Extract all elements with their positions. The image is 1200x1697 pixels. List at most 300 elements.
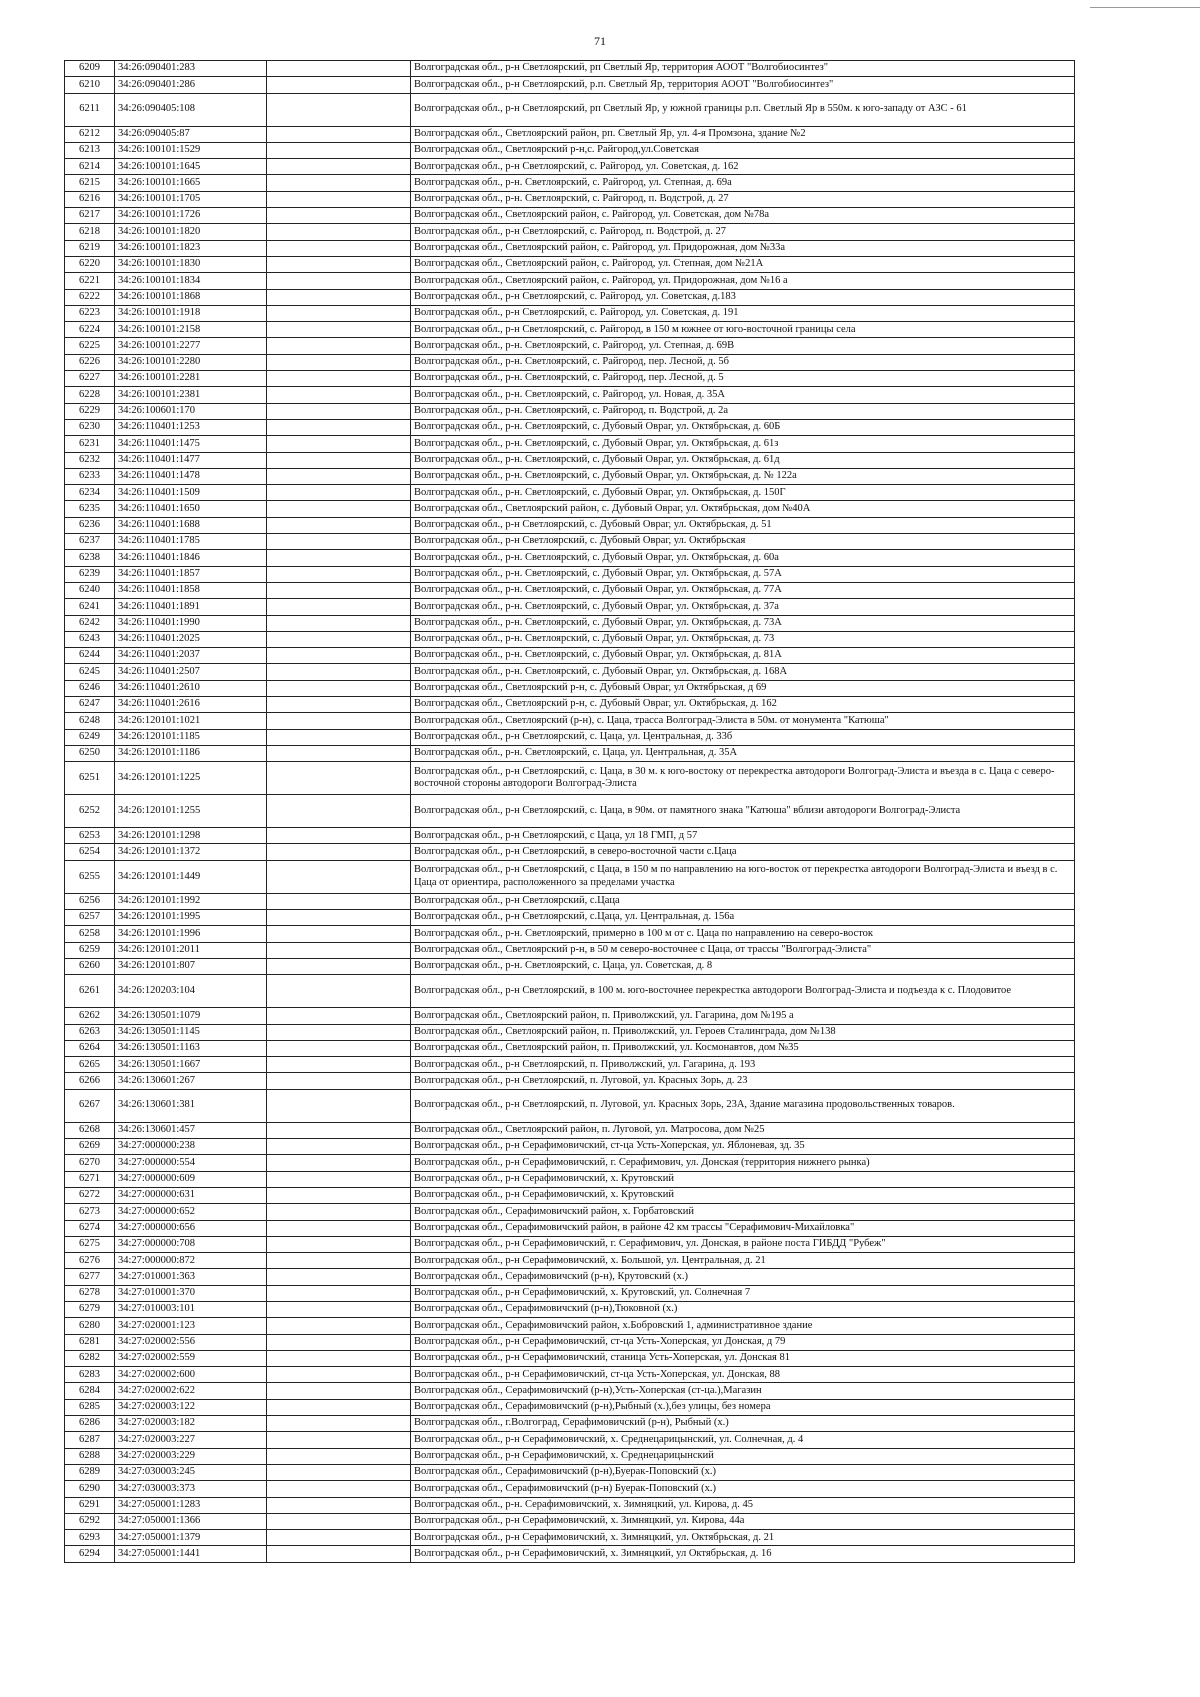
table-row <box>65 452 1075 468</box>
table-row <box>65 975 1075 1008</box>
table-row <box>65 1089 1075 1122</box>
cadastral-number-cell: 34:26:120101:1186 <box>115 745 267 761</box>
empty-cell <box>267 322 411 338</box>
cadastral-number-cell: 34:27:010001:370 <box>115 1285 267 1301</box>
address-cell: Волгоградская обл., р-н. Светлоярский, примерно в 100 м от с. Цаца по направлению на северо-восток <box>411 926 1075 942</box>
address-cell: Волгоградская обл., р-н Серафимовичский, х. Крутовский, ул. Солнечная 7 <box>411 1285 1075 1301</box>
cadastral-number-cell: 34:26:100101:2280 <box>115 354 267 370</box>
row-number-cell: 6212 <box>65 126 115 142</box>
cadastral-number-cell: 34:26:100601:170 <box>115 403 267 419</box>
cadastral-number-cell: 34:26:110401:1688 <box>115 517 267 533</box>
table-row <box>65 224 1075 240</box>
cadastral-number-cell: 34:27:010003:101 <box>115 1302 267 1318</box>
cadastral-number-cell: 34:27:010001:363 <box>115 1269 267 1285</box>
cadastral-number-cell: 34:27:050001:1366 <box>115 1513 267 1529</box>
empty-cell <box>267 436 411 452</box>
address-cell: Волгоградская обл., Светлоярский район, с. Райгород, ул. Придорожная, дом №33а <box>411 240 1075 256</box>
address-cell: Волгоградская обл., р-н. Светлоярский, с. Райгород, ул. Степная, д. 69В <box>411 338 1075 354</box>
empty-cell <box>267 61 411 77</box>
cadastral-number-cell: 34:27:020002:622 <box>115 1383 267 1399</box>
cadastral-number-cell: 34:27:000000:872 <box>115 1253 267 1269</box>
empty-cell <box>267 1530 411 1546</box>
row-number-cell: 6260 <box>65 958 115 974</box>
empty-cell <box>267 142 411 158</box>
cadastral-number-cell: 34:26:110401:2507 <box>115 664 267 680</box>
empty-cell <box>267 1024 411 1040</box>
row-number-cell: 6235 <box>65 501 115 517</box>
address-cell: Волгоградская обл., р-н Серафимовичский, ст-ца Усть-Хоперская, ул Донская, д 79 <box>411 1334 1075 1350</box>
address-cell: Волгоградская обл., р-н Светлоярский, в северо-восточной части с.Цаца <box>411 844 1075 860</box>
cadastral-number-cell: 34:26:120101:1992 <box>115 893 267 909</box>
table-row <box>65 1220 1075 1236</box>
address-cell: Волгоградская обл., р-н Светлоярский, с.Цаца, ул. Центральная, д. 156а <box>411 910 1075 926</box>
empty-cell <box>267 615 411 631</box>
row-number-cell: 6218 <box>65 224 115 240</box>
empty-cell <box>267 126 411 142</box>
table-row <box>65 1448 1075 1464</box>
address-cell: Волгоградская обл., р-н Светлоярский, с. Райгород, ул. Советская, д. 162 <box>411 159 1075 175</box>
address-cell: Волгоградская обл., Серафимовичский район, х.Бобровский 1, административное здание <box>411 1318 1075 1334</box>
empty-cell <box>267 1204 411 1220</box>
table-row <box>65 828 1075 844</box>
empty-cell <box>267 1040 411 1056</box>
table-row <box>65 745 1075 761</box>
cadastral-number-cell: 34:26:120101:1995 <box>115 910 267 926</box>
address-cell: Волгоградская обл., р-н Серафимовичский, х. Зимняцкий, ул. Кирова, 44а <box>411 1513 1075 1529</box>
cadastral-number-cell: 34:27:000000:708 <box>115 1236 267 1252</box>
table-row <box>65 387 1075 403</box>
table-row <box>65 1334 1075 1350</box>
row-number-cell: 6229 <box>65 403 115 419</box>
row-number-cell: 6283 <box>65 1367 115 1383</box>
row-number-cell: 6251 <box>65 762 115 795</box>
empty-cell <box>267 975 411 1008</box>
cadastral-number-cell: 34:26:110401:1846 <box>115 550 267 566</box>
cadastral-number-cell: 34:26:120101:1021 <box>115 713 267 729</box>
table-row <box>65 354 1075 370</box>
address-cell: Волгоградская обл., р-н Светлоярский, рп Светлый Яр, у южной границы р.п. Светлый Яр в 550м. к юго-западу от АЗС - 61 <box>411 93 1075 126</box>
table-row <box>65 713 1075 729</box>
row-number-cell: 6217 <box>65 208 115 224</box>
row-number-cell: 6262 <box>65 1008 115 1024</box>
cadastral-number-cell: 34:27:020003:122 <box>115 1399 267 1415</box>
cadastral-number-cell: 34:26:130601:381 <box>115 1089 267 1122</box>
address-cell: Волгоградская обл., р-н. Светлоярский, с. Дубовый Овраг, ул. Октябрьская, д. 168А <box>411 664 1075 680</box>
empty-cell <box>267 1220 411 1236</box>
table-row <box>65 615 1075 631</box>
address-cell: Волгоградская обл., р-н Светлоярский, с.Цаца <box>411 893 1075 909</box>
cadastral-number-cell: 34:27:020002:600 <box>115 1367 267 1383</box>
row-number-cell: 6245 <box>65 664 115 680</box>
empty-cell <box>267 1399 411 1415</box>
table-row <box>65 1187 1075 1203</box>
cadastral-number-cell: 34:26:100101:1868 <box>115 289 267 305</box>
table-row <box>65 322 1075 338</box>
cadastral-number-cell: 34:27:030003:245 <box>115 1464 267 1480</box>
address-cell: Волгоградская обл., р-н. Светлоярский, с. Дубовый Овраг, ул. Октябрьская, д. 77А <box>411 582 1075 598</box>
address-cell: Волгоградская обл., Светлоярский район, с. Райгород, ул. Придорожная, дом №16 а <box>411 273 1075 289</box>
table-row <box>65 696 1075 712</box>
address-cell: Волгоградская обл., р-н Светлоярский, с. Цаца, ул. Центральная, д. 33б <box>411 729 1075 745</box>
table-row <box>65 1139 1075 1155</box>
cadastral-number-cell: 34:26:090405:108 <box>115 93 267 126</box>
row-number-cell: 6289 <box>65 1464 115 1480</box>
table-row <box>65 338 1075 354</box>
row-number-cell: 6224 <box>65 322 115 338</box>
row-number-cell: 6282 <box>65 1350 115 1366</box>
empty-cell <box>267 403 411 419</box>
address-cell: Волгоградская обл., р-н Светлоярский, с. Цаца, в 90м. от памятного знака "Катюша" вблизи автодороги Волгоград-Элиста <box>411 795 1075 828</box>
empty-cell <box>267 256 411 272</box>
row-number-cell: 6267 <box>65 1089 115 1122</box>
table-row <box>65 599 1075 615</box>
empty-cell <box>267 485 411 501</box>
empty-cell <box>267 1497 411 1513</box>
cadastral-number-cell: 34:27:050001:1441 <box>115 1546 267 1562</box>
cadastral-number-cell: 34:26:110401:1475 <box>115 436 267 452</box>
row-number-cell: 6233 <box>65 468 115 484</box>
row-number-cell: 6234 <box>65 485 115 501</box>
empty-cell <box>267 338 411 354</box>
empty-cell <box>267 1318 411 1334</box>
row-number-cell: 6250 <box>65 745 115 761</box>
empty-cell <box>267 1285 411 1301</box>
empty-cell <box>267 93 411 126</box>
address-cell: Волгоградская обл., р-н Светлоярский, п. Приволжский, ул. Гагарина, д. 193 <box>411 1057 1075 1073</box>
table-row <box>65 1399 1075 1415</box>
cadastral-number-cell: 34:26:100101:2281 <box>115 371 267 387</box>
row-number-cell: 6266 <box>65 1073 115 1089</box>
table-row <box>65 664 1075 680</box>
row-number-cell: 6230 <box>65 419 115 435</box>
address-cell: Волгоградская обл., р-н Серафимовичский, станица Усть-Хоперская, ул. Донская 81 <box>411 1350 1075 1366</box>
address-cell: Волгоградская обл., р-н Светлоярский, с. Райгород, п. Водстрой, д. 27 <box>411 224 1075 240</box>
cadastral-number-cell: 34:26:100101:1705 <box>115 191 267 207</box>
empty-cell <box>267 1350 411 1366</box>
address-cell: Волгоградская обл., Светлоярский район, с. Райгород, ул. Советская, дом №78а <box>411 208 1075 224</box>
empty-cell <box>267 273 411 289</box>
address-cell: Волгоградская обл., Светлоярский (р-н), с. Цаца, трасса Волгоград-Элиста в 50м. от монумента "Катюша" <box>411 713 1075 729</box>
empty-cell <box>267 240 411 256</box>
table-row <box>65 419 1075 435</box>
row-number-cell: 6238 <box>65 550 115 566</box>
empty-cell <box>267 1432 411 1448</box>
empty-cell <box>267 354 411 370</box>
row-number-cell: 6237 <box>65 534 115 550</box>
table-row <box>65 631 1075 647</box>
address-cell: Волгоградская обл., р-н. Светлоярский, с. Дубовый Овраг, ул. Октябрьская, д. 81А <box>411 648 1075 664</box>
address-cell: Волгоградская обл., р-н. Светлоярский, с. Райгород, п. Водстрой, д. 2а <box>411 403 1075 419</box>
empty-cell <box>267 844 411 860</box>
row-number-cell: 6214 <box>65 159 115 175</box>
table-row <box>65 582 1075 598</box>
empty-cell <box>267 1464 411 1480</box>
cadastral-number-cell: 34:27:050001:1379 <box>115 1530 267 1546</box>
empty-cell <box>267 419 411 435</box>
row-number-cell: 6221 <box>65 273 115 289</box>
empty-cell <box>267 566 411 582</box>
row-number-cell: 6236 <box>65 517 115 533</box>
cadastral-number-cell: 34:26:100101:1726 <box>115 208 267 224</box>
row-number-cell: 6257 <box>65 910 115 926</box>
address-cell: Волгоградская обл., Серафимовичский (р-н),Усть-Хоперская (ст-ца.),Магазин <box>411 1383 1075 1399</box>
row-number-cell: 6268 <box>65 1122 115 1138</box>
table-row <box>65 1171 1075 1187</box>
row-number-cell: 6227 <box>65 371 115 387</box>
row-number-cell: 6249 <box>65 729 115 745</box>
row-number-cell: 6258 <box>65 926 115 942</box>
table-row <box>65 958 1075 974</box>
row-number-cell: 6225 <box>65 338 115 354</box>
row-number-cell: 6273 <box>65 1204 115 1220</box>
cadastral-number-cell: 34:26:110401:1478 <box>115 468 267 484</box>
empty-cell <box>267 305 411 321</box>
table-row <box>65 403 1075 419</box>
row-number-cell: 6287 <box>65 1432 115 1448</box>
empty-cell <box>267 224 411 240</box>
cadastral-number-cell: 34:26:100101:2158 <box>115 322 267 338</box>
address-cell: Волгоградская обл., р-н. Светлоярский, с. Дубовый Овраг, ул. Октябрьская, д. 150Г <box>411 485 1075 501</box>
table-row <box>65 1383 1075 1399</box>
table-row <box>65 762 1075 795</box>
empty-cell <box>267 1057 411 1073</box>
address-cell: Волгоградская обл., Серафимовичский (р-н) Буерак-Поповский (х.) <box>411 1481 1075 1497</box>
row-number-cell: 6209 <box>65 61 115 77</box>
table-row <box>65 1269 1075 1285</box>
cadastral-number-cell: 34:26:110401:1891 <box>115 599 267 615</box>
address-cell: Волгоградская обл., р-н Светлоярский, в 100 м. юго-восточнее перекрестка автодороги Волгоград-Элиста и подъезда к с. Плодовитое <box>411 975 1075 1008</box>
cadastral-number-cell: 34:26:130501:1163 <box>115 1040 267 1056</box>
empty-cell <box>267 958 411 974</box>
registry-table-body <box>65 61 1075 1563</box>
empty-cell <box>267 893 411 909</box>
row-number-cell: 6264 <box>65 1040 115 1056</box>
table-row <box>65 1432 1075 1448</box>
row-number-cell: 6294 <box>65 1546 115 1562</box>
cadastral-number-cell: 34:27:000000:656 <box>115 1220 267 1236</box>
cadastral-number-cell: 34:27:000000:238 <box>115 1139 267 1155</box>
address-cell: Волгоградская обл., Серафимовичский район, х. Горбатовский <box>411 1204 1075 1220</box>
cadastral-number-cell: 34:26:090405:87 <box>115 126 267 142</box>
row-number-cell: 6285 <box>65 1399 115 1415</box>
cadastral-number-cell: 34:26:120101:1225 <box>115 762 267 795</box>
empty-cell <box>267 762 411 795</box>
row-number-cell: 6271 <box>65 1171 115 1187</box>
row-number-cell: 6220 <box>65 256 115 272</box>
empty-cell <box>267 1448 411 1464</box>
empty-cell <box>267 680 411 696</box>
row-number-cell: 6265 <box>65 1057 115 1073</box>
row-number-cell: 6288 <box>65 1448 115 1464</box>
table-row <box>65 1040 1075 1056</box>
address-cell: Волгоградская обл., р-н Светлоярский, с. Райгород, ул. Советская, д. 191 <box>411 305 1075 321</box>
address-cell: Волгоградская обл., р-н. Светлоярский, с. Дубовый Овраг, ул. Октябрьская, д. 60Б <box>411 419 1075 435</box>
empty-cell <box>267 599 411 615</box>
table-row <box>65 159 1075 175</box>
table-row <box>65 1073 1075 1089</box>
cadastral-number-cell: 34:26:120101:1185 <box>115 729 267 745</box>
empty-cell <box>267 534 411 550</box>
table-row <box>65 436 1075 452</box>
address-cell: Волгоградская обл., р-н Серафимовичский, г. Серафимович, ул. Донская (территория нижнего рынка) <box>411 1155 1075 1171</box>
empty-cell <box>267 696 411 712</box>
row-number-cell: 6269 <box>65 1139 115 1155</box>
empty-cell <box>267 371 411 387</box>
top-edge-line <box>1090 7 1200 8</box>
cadastral-number-cell: 34:26:110401:1650 <box>115 501 267 517</box>
empty-cell <box>267 1236 411 1252</box>
cadastral-number-cell: 34:26:100101:1823 <box>115 240 267 256</box>
row-number-cell: 6215 <box>65 175 115 191</box>
cadastral-number-cell: 34:26:120101:807 <box>115 958 267 974</box>
row-number-cell: 6231 <box>65 436 115 452</box>
table-row <box>65 485 1075 501</box>
table-row <box>65 1122 1075 1138</box>
empty-cell <box>267 648 411 664</box>
table-row <box>65 61 1075 77</box>
row-number-cell: 6223 <box>65 305 115 321</box>
empty-cell <box>267 550 411 566</box>
empty-cell <box>267 582 411 598</box>
row-number-cell: 6292 <box>65 1513 115 1529</box>
row-number-cell: 6286 <box>65 1416 115 1432</box>
cadastral-number-cell: 34:26:100101:2381 <box>115 387 267 403</box>
empty-cell <box>267 289 411 305</box>
row-number-cell: 6263 <box>65 1024 115 1040</box>
address-cell: Волгоградская обл., Светлоярский район, п. Приволжский, ул. Космонавтов, дом №35 <box>411 1040 1075 1056</box>
cadastral-number-cell: 34:26:110401:2616 <box>115 696 267 712</box>
table-row <box>65 126 1075 142</box>
address-cell: Волгоградская обл., р-н. Светлоярский, с. Дубовый Овраг, ул. Октябрьская, д. 57А <box>411 566 1075 582</box>
row-number-cell: 6248 <box>65 713 115 729</box>
address-cell: Волгоградская обл., р-н Серафимовичский, х. Зимняцкий, ул. Октябрьская, д. 21 <box>411 1530 1075 1546</box>
empty-cell <box>267 77 411 93</box>
empty-cell <box>267 387 411 403</box>
row-number-cell: 6278 <box>65 1285 115 1301</box>
table-row <box>65 208 1075 224</box>
row-number-cell: 6256 <box>65 893 115 909</box>
table-row <box>65 566 1075 582</box>
cadastral-number-cell: 34:26:090401:286 <box>115 77 267 93</box>
cadastral-number-cell: 34:27:020002:559 <box>115 1350 267 1366</box>
empty-cell <box>267 860 411 893</box>
address-cell: Волгоградская обл., Светлоярский район, с. Дубовый Овраг, ул. Октябрьская, дом №40А <box>411 501 1075 517</box>
cadastral-number-cell: 34:26:100101:1834 <box>115 273 267 289</box>
table-row <box>65 1057 1075 1073</box>
row-number-cell: 6246 <box>65 680 115 696</box>
cadastral-number-cell: 34:26:100101:1820 <box>115 224 267 240</box>
address-cell: Волгоградская обл., р-н Светлоярский, с Цаца, ул 18 ГМП, д 57 <box>411 828 1075 844</box>
cadastral-number-cell: 34:26:110401:2025 <box>115 631 267 647</box>
table-row <box>65 729 1075 745</box>
empty-cell <box>267 1139 411 1155</box>
empty-cell <box>267 191 411 207</box>
table-row <box>65 256 1075 272</box>
table-row <box>65 680 1075 696</box>
empty-cell <box>267 1334 411 1350</box>
cadastral-number-cell: 34:26:100101:1529 <box>115 142 267 158</box>
page-number: 71 <box>594 34 606 48</box>
cadastral-number-cell: 34:27:000000:631 <box>115 1187 267 1203</box>
address-cell: Волгоградская обл., р-н. Светлоярский, с. Дубовый Овраг, ул. Октябрьская, д. 37а <box>411 599 1075 615</box>
table-row <box>65 305 1075 321</box>
row-number-cell: 6259 <box>65 942 115 958</box>
row-number-cell: 6270 <box>65 1155 115 1171</box>
empty-cell <box>267 501 411 517</box>
table-row <box>65 926 1075 942</box>
table-row <box>65 240 1075 256</box>
table-row <box>65 1008 1075 1024</box>
table-row <box>65 844 1075 860</box>
address-cell: Волгоградская обл., р-н. Светлоярский, с. Райгород, ул. Новая, д. 35А <box>411 387 1075 403</box>
cadastral-number-cell: 34:26:110401:1477 <box>115 452 267 468</box>
cadastral-number-cell: 34:26:100101:1830 <box>115 256 267 272</box>
empty-cell <box>267 468 411 484</box>
cadastral-number-cell: 34:26:130501:1667 <box>115 1057 267 1073</box>
row-number-cell: 6255 <box>65 860 115 893</box>
row-number-cell: 6219 <box>65 240 115 256</box>
cadastral-number-cell: 34:26:110401:2037 <box>115 648 267 664</box>
cadastral-number-cell: 34:26:120101:2011 <box>115 942 267 958</box>
address-cell: Волгоградская обл., р-н. Светлоярский, с. Райгород, ул. Степная, д. 69а <box>411 175 1075 191</box>
address-cell: Волгоградская обл., р-н. Светлоярский, с. Райгород, п. Водстрой, д. 27 <box>411 191 1075 207</box>
cadastral-number-cell: 34:26:110401:1857 <box>115 566 267 582</box>
address-cell: Волгоградская обл., р-н Светлоярский, с. Райгород, в 150 м южнее от юго-восточной границы села <box>411 322 1075 338</box>
address-cell: Волгоградская обл., р-н Светлоярский, п. Луговой, ул. Красных Зорь, 23А, Здание магазина продовольственных товаров. <box>411 1089 1075 1122</box>
row-number-cell: 6241 <box>65 599 115 615</box>
empty-cell <box>267 1546 411 1562</box>
address-cell: Волгоградская обл., р-н. Светлоярский, с. Дубовый Овраг, ул. Октябрьская, д. 73А <box>411 615 1075 631</box>
cadastral-number-cell: 34:26:110401:2610 <box>115 680 267 696</box>
cadastral-number-cell: 34:26:110401:1253 <box>115 419 267 435</box>
table-row <box>65 289 1075 305</box>
table-row <box>65 860 1075 893</box>
row-number-cell: 6290 <box>65 1481 115 1497</box>
empty-cell <box>267 1416 411 1432</box>
address-cell: Волгоградская обл., Серафимовичский (р-н),Рыбный (х.),без улицы, без номера <box>411 1399 1075 1415</box>
address-cell: Волгоградская обл., р-н Светлоярский, с. Дубовый Овраг, ул. Октябрьская, д. 51 <box>411 517 1075 533</box>
row-number-cell: 6228 <box>65 387 115 403</box>
table-row <box>65 273 1075 289</box>
table-row <box>65 534 1075 550</box>
address-cell: Волгоградская обл., Серафимовичский (р-н), Крутовский (х.) <box>411 1269 1075 1285</box>
address-cell: Волгоградская обл., р-н Серафимовичский, х. Среднецарицынский, ул. Солнечная, д. 4 <box>411 1432 1075 1448</box>
empty-cell <box>267 713 411 729</box>
table-row <box>65 1497 1075 1513</box>
address-cell: Волгоградская обл., Серафимовичский (р-н),Тюковной (х.) <box>411 1302 1075 1318</box>
address-cell: Волгоградская обл., р-н Серафимовичский, ст-ца Усть-Хоперская, ул. Донская, 88 <box>411 1367 1075 1383</box>
address-cell: Волгоградская обл., р-н. Светлоярский, с. Райгород, пер. Лесной, д. 5 <box>411 371 1075 387</box>
address-cell: Волгоградская обл., Светлоярский р-н,с. Райгород,ул.Советская <box>411 142 1075 158</box>
row-number-cell: 6274 <box>65 1220 115 1236</box>
address-cell: Волгоградская обл., Светлоярский район, рп. Светлый Яр, ул. 4-я Промзона, здание №2 <box>411 126 1075 142</box>
registry-table <box>64 60 1075 1563</box>
cadastral-number-cell: 34:26:130601:267 <box>115 1073 267 1089</box>
empty-cell <box>267 1155 411 1171</box>
empty-cell <box>267 1073 411 1089</box>
row-number-cell: 6240 <box>65 582 115 598</box>
row-number-cell: 6247 <box>65 696 115 712</box>
row-number-cell: 6226 <box>65 354 115 370</box>
empty-cell <box>267 1122 411 1138</box>
cadastral-number-cell: 34:26:130601:457 <box>115 1122 267 1138</box>
cadastral-number-cell: 34:27:000000:609 <box>115 1171 267 1187</box>
row-number-cell: 6280 <box>65 1318 115 1334</box>
address-cell: Волгоградская обл., р-н Серафимовичский, ст-ца Усть-Хоперская, ул. Яблоневая, зд. 35 <box>411 1139 1075 1155</box>
empty-cell <box>267 745 411 761</box>
cadastral-number-cell: 34:27:000000:652 <box>115 1204 267 1220</box>
address-cell: Волгоградская обл., р-н. Светлоярский, с. Райгород, пер. Лесной, д. 5б <box>411 354 1075 370</box>
